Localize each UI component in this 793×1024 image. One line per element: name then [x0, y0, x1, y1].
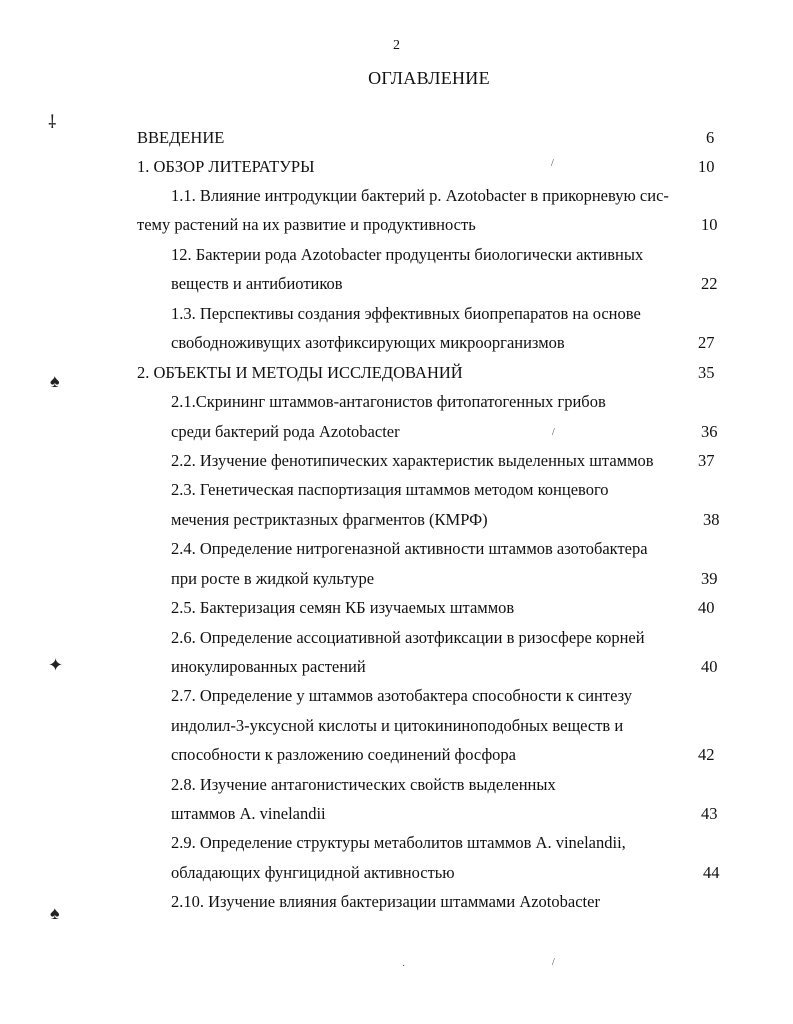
- toc-entry-title-cont: обладающих фунгицидной активностью: [171, 863, 455, 882]
- toc-entry-page: 38: [703, 510, 720, 529]
- toc-entry-title: 2.4. Определение нитрогеназной активности штаммов азотобактера: [171, 539, 648, 558]
- toc-entry-title: 2.7. Определение у штаммов азотобактера способности к синтезу: [171, 686, 633, 705]
- toc-entry-page: 40: [701, 657, 718, 676]
- toc-entry-title: 1.1. Влияние интродукции бактерий р. Azotobacter в прикорневую сис-: [171, 186, 669, 205]
- toc-entry-page: 27: [698, 333, 715, 352]
- toc-entry-page: 39: [701, 569, 718, 588]
- toc-entry-title-cont: индолил-3-уксусной кислоты и цитокининоподобных веществ и: [171, 716, 624, 735]
- scan-speck-icon: /: [552, 957, 555, 968]
- toc-entry-page: 42: [698, 745, 715, 764]
- toc-entry-title: ВВЕДЕНИЕ: [137, 128, 225, 147]
- toc-entry-title: 2. ОБЪЕКТЫ И МЕТОДЫ ИССЛЕДОВАНИЙ: [137, 363, 463, 382]
- page-number: 2: [393, 38, 400, 53]
- toc-entry-title: 2.6. Определение ассоциативной азотфиксации в ризосфере корней: [171, 628, 645, 647]
- toc-entry-title: 1. ОБЗОР ЛИТЕРАТУРЫ: [137, 157, 315, 176]
- scan-speck-icon: /: [551, 158, 554, 169]
- toc-entry-title-cont: при росте в жидкой культуре: [171, 569, 375, 588]
- toc-entry-title: 2.9. Определение структуры метаболитов штаммов A. vinelandii,: [171, 833, 626, 852]
- toc-entry-title-cont: мечения рестриктазных фрагментов (КМРФ): [171, 510, 488, 529]
- toc-entry-page: 40: [698, 598, 715, 617]
- scan-mark-icon: ♠: [50, 371, 60, 391]
- toc-title: ОГЛАВЛЕНИЕ: [368, 68, 490, 88]
- scan-mark-icon: ♠: [50, 903, 60, 923]
- toc-entry-page: 37: [698, 451, 715, 470]
- toc-entry-title: 2.2. Изучение фенотипических характеристик выделенных штаммов: [171, 451, 654, 470]
- toc-entry-title-cont: способности к разложению соединений фосфора: [171, 745, 516, 764]
- toc-entry-page: 35: [698, 363, 715, 382]
- toc-entry-title-cont: свободноживущих азотфиксирующих микроорганизмов: [171, 333, 565, 352]
- toc-entry-title: 2.8. Изучение антагонистических свойств выделенных: [171, 775, 556, 794]
- toc-entry-title: 2.3. Генетическая паспортизация штаммов методом концевого: [171, 480, 609, 499]
- scan-mark-icon: ✦: [48, 655, 64, 675]
- toc-entry-title-cont: штаммов A. vinelandii: [171, 804, 326, 823]
- toc-entry-title-cont: инокулированных растений: [171, 657, 366, 676]
- toc-entry-title-cont: веществ и антибиотиков: [171, 274, 343, 293]
- toc-entry-page: 10: [698, 157, 715, 176]
- toc-entry-title: 2.5. Бактеризация семян КБ изучаемых штаммов: [171, 598, 515, 617]
- toc-entry-title: 12. Бактерии рода Azotobacter продуценты биологически активных: [171, 245, 644, 264]
- toc-entry-page: 22: [701, 274, 718, 293]
- toc-entry-page: 10: [701, 215, 718, 234]
- scan-mark-icon: ⸸: [48, 112, 57, 132]
- toc-entry-title: 1.3. Перспективы создания эффективных биопрепаратов на основе: [171, 304, 641, 323]
- scan-speck-icon: ·: [402, 961, 406, 972]
- toc-entry-title: 2.10. Изучение влияния бактеризации штаммами Azotobacter: [171, 892, 600, 911]
- toc-entry-title: 2.1.Скрининг штаммов-антагонистов фитопатогенных грибов: [171, 392, 606, 411]
- toc-entry-page: 43: [701, 804, 718, 823]
- toc-entry-page: 44: [703, 863, 720, 882]
- toc-entry-title-cont: среди бактерий рода Azotobacter: [171, 422, 400, 441]
- toc-entry-page: 36: [701, 422, 718, 441]
- toc-entry-title-cont: тему растений на их развитие и продуктивность: [137, 215, 476, 234]
- toc-entry-page: 6: [706, 128, 715, 147]
- scan-speck-icon: /: [552, 427, 555, 438]
